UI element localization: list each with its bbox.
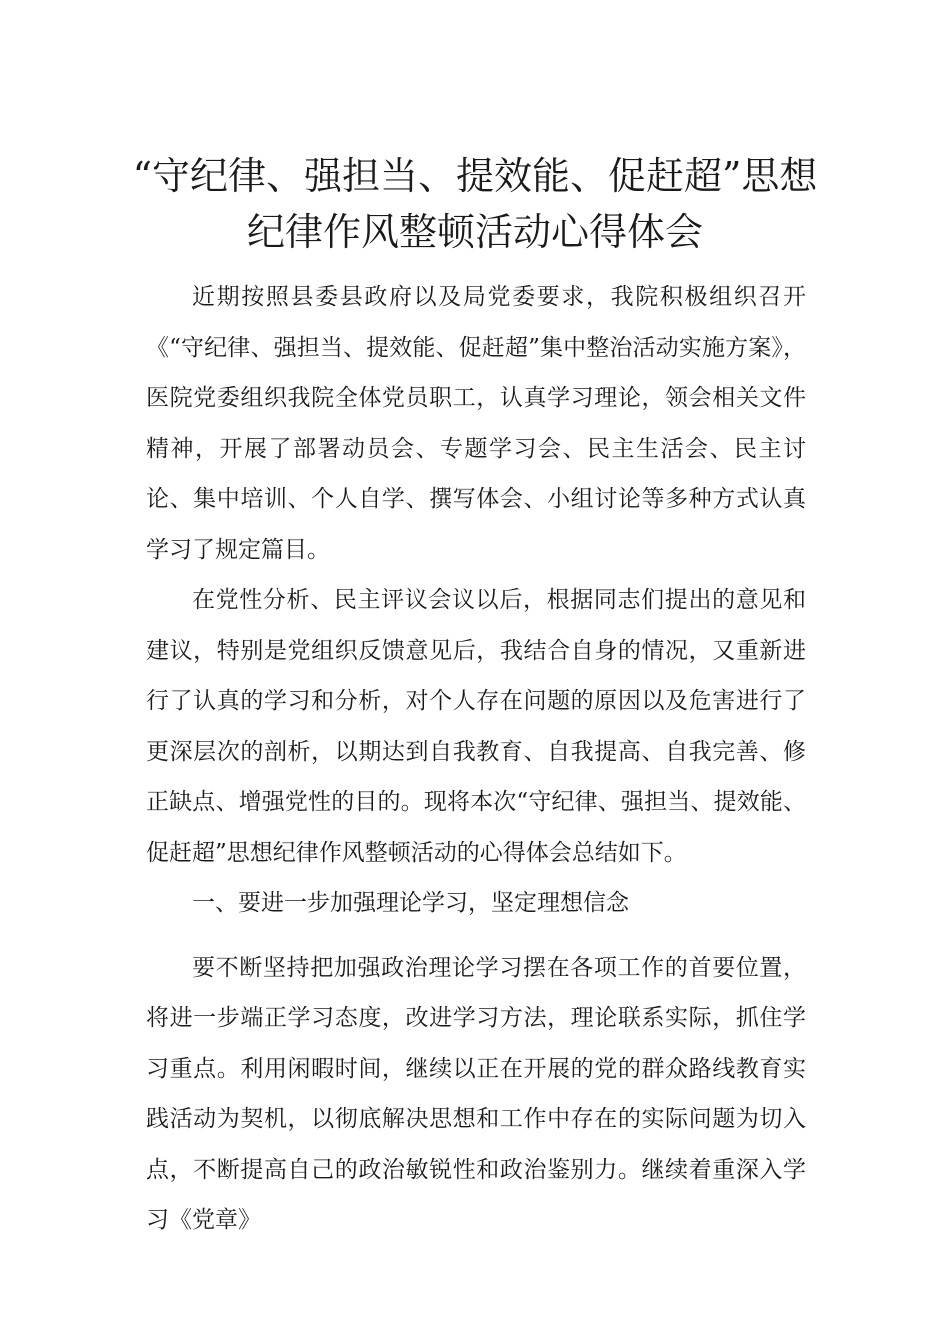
title-line-2: 纪律作风整顿活动心得体会: [246, 210, 703, 254]
title-line-1: “守纪律、强担当、提效能、促赶超”思想: [132, 154, 818, 198]
document-title: [120, 148, 830, 260]
document-body: [146, 272, 806, 1246]
section-heading: 一、要进一步加强理论学习，坚定理想信念: [192, 890, 629, 916]
paragraph-intro: 近期按照县委县政府以及局党委要求，我院积极组织召开《“守纪律、强担当、提效能、促赶超”集中整治活动实施方案》，医院党委组织我院全体党员职工，认真学习理论，领会相关文件精神，开展了部署动员会、专题学习会、民主生活会、民主讨论、集中培训、个人自学、撰写体会、小组讨论等多种方式认真学习了规定篇目。: [146, 284, 806, 563]
section-paragraph: 要不断坚持把加强政治理论学习摆在各项工作的首要位置，将进一步端正学习态度，改进学习方法，理论联系实际，抓住学习重点。利用闲暇时间，继续以正在开展的党的群众路线教育实践活动为契机，以彻底解决思想和工作中存在的实际问题为切入点，不断提高自己的政治敏锐性和政治鉴别力。继续着重深入学习《党章》: [146, 954, 806, 1233]
paragraph-analysis: 在党性分析、民主评议会议以后，根据同志们提出的意见和建议，特别是党组织反馈意见后，我结合自身的情况，又重新进行了认真的学习和分析，对个人存在问题的原因以及危害进行了更深层次的剖析，以期达到自我教育、自我提高、自我完善、修正缺点、增强党性的目的。现将本次“守纪律、强担当、提效能、促赶超”思想纪律作风整顿活动的心得体会总结如下。: [146, 587, 806, 866]
